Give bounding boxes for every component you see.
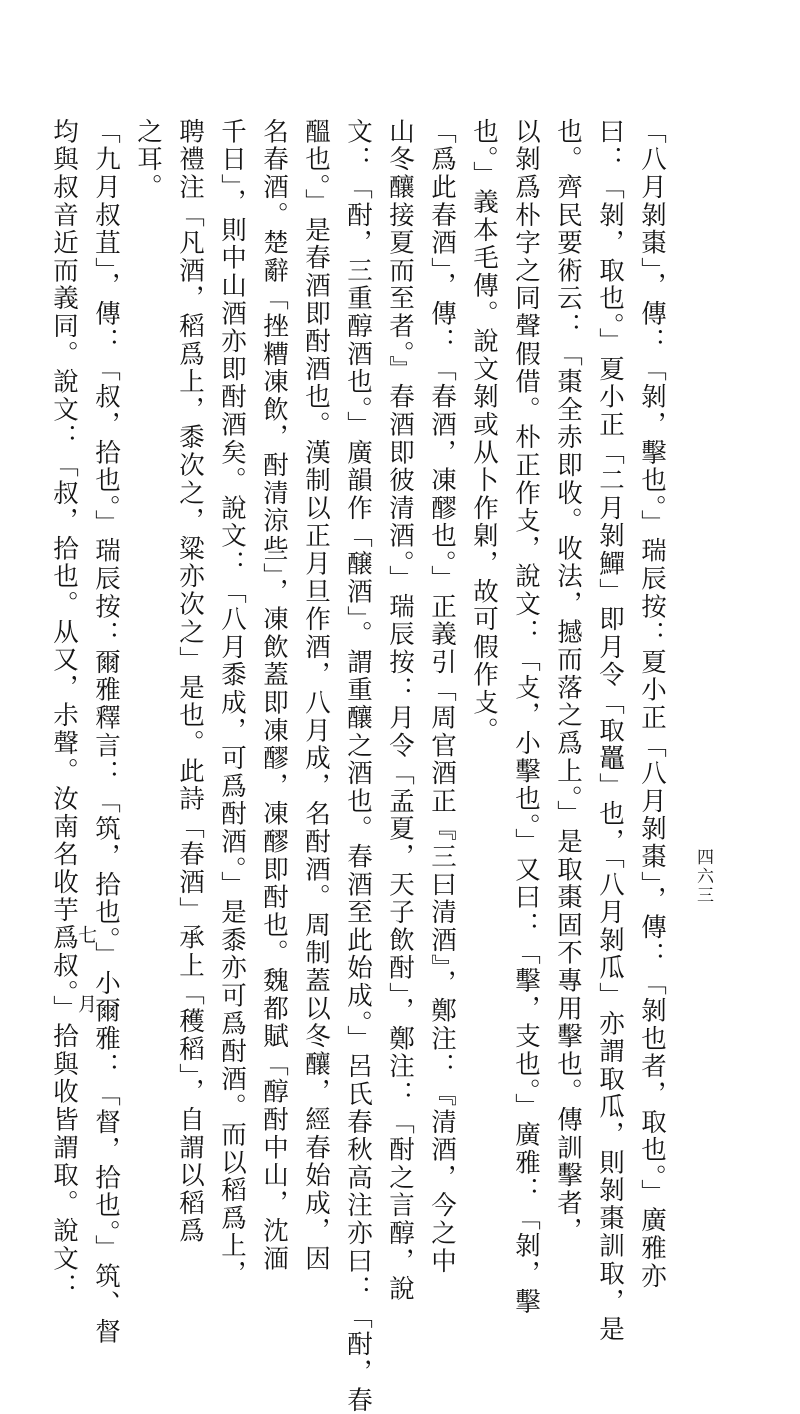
- running-head: 七 月: [75, 925, 97, 1027]
- text-column-13: 之耳。: [133, 118, 163, 202]
- text-column-11: 千日」，則中山酒亦即酎酒矣。說文：「八月黍成，可爲酎酒。」是黍亦可爲酎酒。而以稻爲上，: [217, 118, 247, 1288]
- page-number: 四六三: [693, 848, 713, 905]
- text-column-1: 「八月剝棗」，傳：「剝，擊也。」瑞辰按：夏小正「八月剝棗」，傳：「剝也者，取也。」廣雅亦: [637, 118, 667, 1291]
- text-column-4: 以剝爲朴字之同聲假借。朴正作攴，說文：「攴，小擊也。」又曰：「擊，支也。」廣雅：「剝，擊: [511, 118, 541, 1316]
- text-column-14: 「九月叔苴」，傳：「叔，拾也。」瑞辰按：爾雅釋言：「筑，拾也。」小爾雅：「督，拾也。」筑、督: [91, 118, 121, 1346]
- text-column-12: 聘禮注「凡酒，稻爲上，黍次之，粱亦次之」是也。此詩「春酒」承上「穫稻」，自謂以稻爲: [175, 118, 205, 1246]
- text-column-5: 也。」義本毛傳。說文剝或从卜作㓷，故可假作攴。: [469, 118, 499, 745]
- text-column-15: 均與叔音近而義同。說文：「叔，拾也。从又，尗聲。汝南名收芋爲叔。」拾與收皆謂取。說文：: [49, 118, 79, 1301]
- text-column-2: 曰：「剝，取也。」夏小正「二月剝鱓」即月令「取鼉」也，「八月剝瓜」亦謂取瓜，則剝棗訓取，是: [595, 118, 625, 1344]
- text-column-9: 醞也。」是春酒即酎酒也。漢制以正月旦作酒，八月成，名酎酒。周制蓋以冬釀，經春始成，因: [301, 118, 331, 1273]
- text-column-6: 「爲此春酒」，傳：「春酒，凍醪也。」正義引「周官酒正『三曰清酒』，鄭注：『清酒，今之中: [427, 118, 457, 1276]
- text-column-3: 也。齊民要術云：「棗全赤即收。收法，撼而落之爲上。」是取棗固不專用擊也。傳訓擊者，: [553, 118, 583, 1246]
- text-column-8: 文：「酎，三重醇酒也。」廣韻作「醸酒」。謂重釀之酒也。春酒至此始成。」呂氏春秋高注亦曰：「酎，春: [343, 118, 373, 1414]
- text-column-10: 名春酒。楚辭「挫糟凍飲，酎清涼些」，凍飲蓋即凍醪，凍醪即酎也。魏都賦「醇酎中山，沈湎: [259, 118, 289, 1273]
- text-column-7: 山冬釀接夏而至者。』春酒即彼清酒。」瑞辰按：月令「孟夏，天子飲酎」，鄭注：「酎之言醇，說: [385, 118, 415, 1303]
